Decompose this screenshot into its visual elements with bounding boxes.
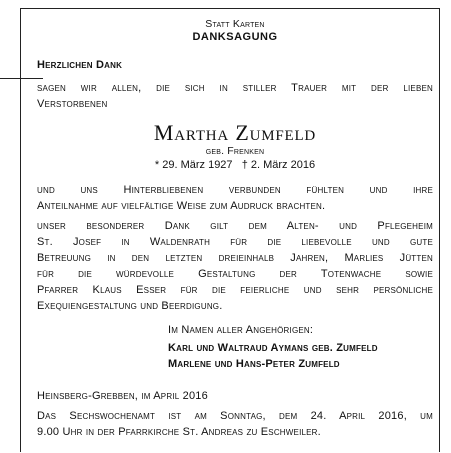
signature-line-2: Marlene und Hans-Peter Zumfeld	[168, 358, 340, 370]
paragraph-line: und uns Hinterbliebenen verbunden fühlten und ihre	[37, 184, 433, 196]
paragraph-line: Betreuung in den letzten dreieinhalb Jahren, Marlies Jütten	[37, 252, 433, 264]
intro-line: sagen wir allen, die sich in stiller Trauer mit der lieben	[37, 82, 433, 94]
deceased-dates: * 29. März 1927 † 2. März 2016	[154, 159, 316, 171]
greeting-heading: Herzlichen Dank	[37, 59, 123, 71]
thanks-paragraph-2	[37, 218, 433, 314]
danksagung-heading: DANKSAGUNG	[192, 31, 278, 43]
closing-paragraph	[37, 408, 433, 440]
paragraph-line: Anteilnahme auf vielfältige Weise zum Audruck brachten.	[37, 200, 326, 212]
intro-paragraph	[37, 80, 433, 112]
deceased-born-name: geb. Frenken	[205, 145, 265, 157]
signature-line-1: Karl und Waltraud Aymans geb. Zumfeld	[168, 342, 378, 354]
signature-intro: Im Namen aller Angehörigen:	[168, 324, 314, 336]
cross-vertical-bar	[20, 55, 21, 103]
intro-line: Verstorbenen	[37, 98, 108, 110]
paragraph-line: Das Sechswochenamt ist am Sonntag, dem 24. April 2016, um	[37, 410, 433, 422]
paragraph-line: unser besonderer Dank gilt dem Alten- und Pflegeheim	[37, 220, 433, 232]
paragraph-line: Exequiengestaltung und Beerdigung.	[37, 300, 223, 312]
paragraph-line: 9.00 Uhr in der Pfarrkirche St. Andreas zu Eschweiler.	[37, 426, 321, 438]
paragraph-line: St. Josef in Waldenrath für die liebevolle und gute	[37, 236, 433, 248]
place-date: Heinsberg-Grebben, im April 2016	[37, 390, 208, 402]
deceased-name: Martha Zumfeld	[153, 120, 317, 145]
thanks-paragraph-1	[37, 182, 433, 214]
statt-karten-label: Statt Karten	[205, 18, 265, 30]
paragraph-line: für die würdevolle Gestaltung der Totenwache sowie	[37, 268, 433, 280]
paragraph-line: Pfarrer Klaus Esser für die feierliche und sehr persönliche	[37, 284, 433, 296]
cross-horizontal-bar	[0, 78, 43, 79]
